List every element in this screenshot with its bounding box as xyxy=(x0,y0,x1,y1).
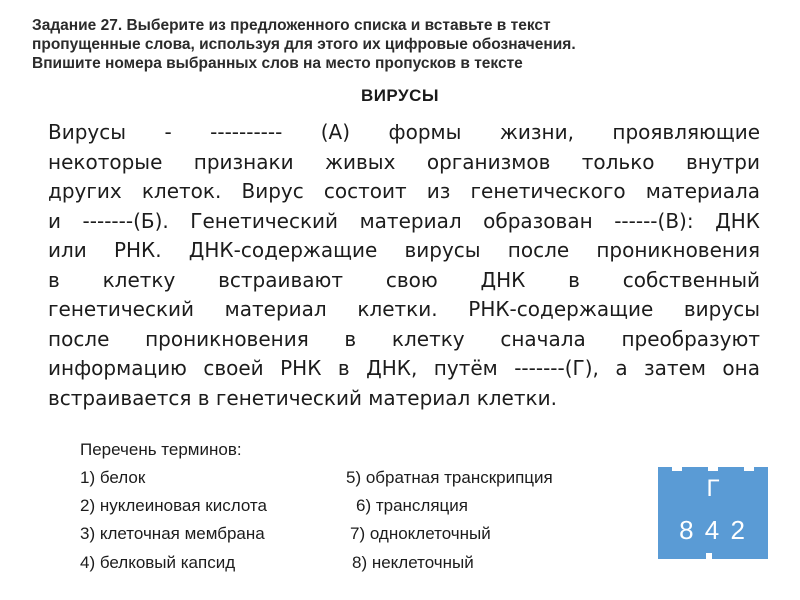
text-line: некоторые признаки живых организмов только внутри xyxy=(48,149,760,174)
term-item: 5) обратная транскрипция xyxy=(346,468,553,487)
task-text xyxy=(48,118,760,413)
text-line: Вирусы - ---------- (А) формы жизни, проявляющие xyxy=(48,120,760,144)
term-item: 6) трансляция xyxy=(356,496,468,515)
text-line: встраивается в генетический материал клетки. xyxy=(48,385,557,410)
text-title: ВИРУСЫ xyxy=(360,86,440,105)
task-instructions xyxy=(32,16,772,73)
clipped-text-mark xyxy=(744,467,754,471)
task-line: Задание 27. Выберите из предложенного списка и вставьте в текст xyxy=(32,17,551,34)
term-item: 8) неклеточный xyxy=(352,553,474,572)
text-line: и -------(Б). Генетический материал образован ------(В): ДНК xyxy=(48,208,760,233)
text-line: или РНК. ДНК-содержащие вирусы после проникновения xyxy=(48,238,760,262)
term-item: 2) нуклеиновая кислота xyxy=(80,496,267,515)
clipped-text-mark xyxy=(708,467,718,471)
text-line: в клетку встраивают свою ДНК в собственный xyxy=(48,267,760,292)
term-item: 3) клеточная мембрана xyxy=(80,524,265,543)
answer-digits: 8 4 2 xyxy=(679,515,747,545)
task-line: пропущенные слова, используя для этого их цифровые обозначения. xyxy=(32,36,576,53)
text-line: других клеток. Вирус состоит из генетического материала xyxy=(48,179,760,203)
text-line: генетический материал клетки. РНК-содержащие вирусы xyxy=(48,297,760,321)
terms-heading: Перечень терминов: xyxy=(80,440,242,459)
clipped-text-mark xyxy=(672,467,682,471)
task-line: Впишите номера выбранных слов на место пропусков в тексте xyxy=(32,55,523,72)
term-item: 7) одноклеточный xyxy=(350,524,491,543)
clipped-text-mark xyxy=(706,553,712,559)
text-line: после проникновения в клетку сначала преобразуют xyxy=(48,326,760,351)
answer-letter: Г xyxy=(706,475,720,502)
answer-box xyxy=(658,467,768,559)
text-line: информацию своей РНК в ДНК, путём -------(Г), а затем она xyxy=(48,356,760,380)
term-item: 4) белковый капсид xyxy=(80,553,236,572)
term-item: 1) белок xyxy=(80,468,146,487)
